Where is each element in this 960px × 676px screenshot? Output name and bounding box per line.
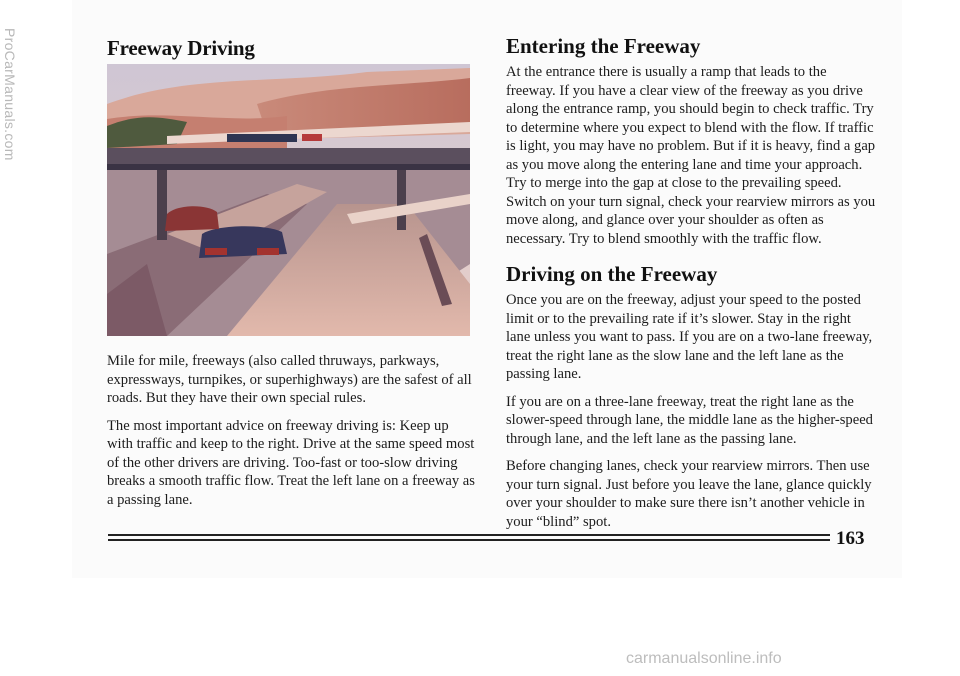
footer-rule xyxy=(108,534,830,544)
paragraph: Once you are on the freeway, adjust your speed to the posted limit or to the prevailing rate if it’s slower. Stay in the right lane unless you want to pass. If you are on a two-lane freeway, treat the right lane as the slow lane and the left lane as the passing lane. xyxy=(506,292,873,382)
left-column xyxy=(107,36,477,61)
page-number: 163 xyxy=(836,528,865,549)
section-title: Freeway Driving xyxy=(107,36,255,60)
paragraph: If you are on a three-lane freeway, treat the right lane as the slower-speed through lane, the middle lane as the higher-speed through lane, and the left lane as the passing lane. xyxy=(506,393,873,447)
section-heading-entering: Entering the Freeway xyxy=(506,34,701,58)
section-heading-driving: Driving on the Freeway xyxy=(506,262,718,286)
paragraph: At the entrance there is usually a ramp that leads to the freeway. If you have a clear view of the freeway as you drive along the entrance ramp, you should begin to check traffic. Try to determine where you expect to blend with the flow. If traffic is light, you may have no problem. But if it is heavy, find a gap as you move along the entering lane and time your approach. Try to merge into the gap at close to the prevailing speed. Switch on your turn signal, check your rearview mirrors as you move along, and glance over your shoulder as often as necessary. Try to blend smoothly with the traffic flow. xyxy=(506,64,876,247)
paragraph: Before changing lanes, check your rearview mirrors. Then use your turn signal. Just before you leave the lane, glance quickly over your shoulder to make sure there isn’t another vehicle in your “blind” spot. xyxy=(506,458,872,530)
paragraph: Mile for mile, freeways (also called thruways, parkways, expressways, turnpikes, or superhighways) are the safest of all roads. But they have their own special rules. xyxy=(107,353,472,406)
side-watermark: ProCarManuals.com xyxy=(2,28,18,161)
freeway-illustration xyxy=(107,64,470,336)
right-column xyxy=(506,34,876,540)
left-body xyxy=(107,352,475,518)
bottom-watermark: carmanualsonline.info xyxy=(626,650,782,667)
paragraph: The most important advice on freeway driving is: Keep up with traffic and keep to the right. Drive at the same speed most of the other drivers are driving. Too-fast or too-slow driving breaks a smooth traffic flow. Treat the left lane on a freeway as a passing lane. xyxy=(107,417,475,508)
